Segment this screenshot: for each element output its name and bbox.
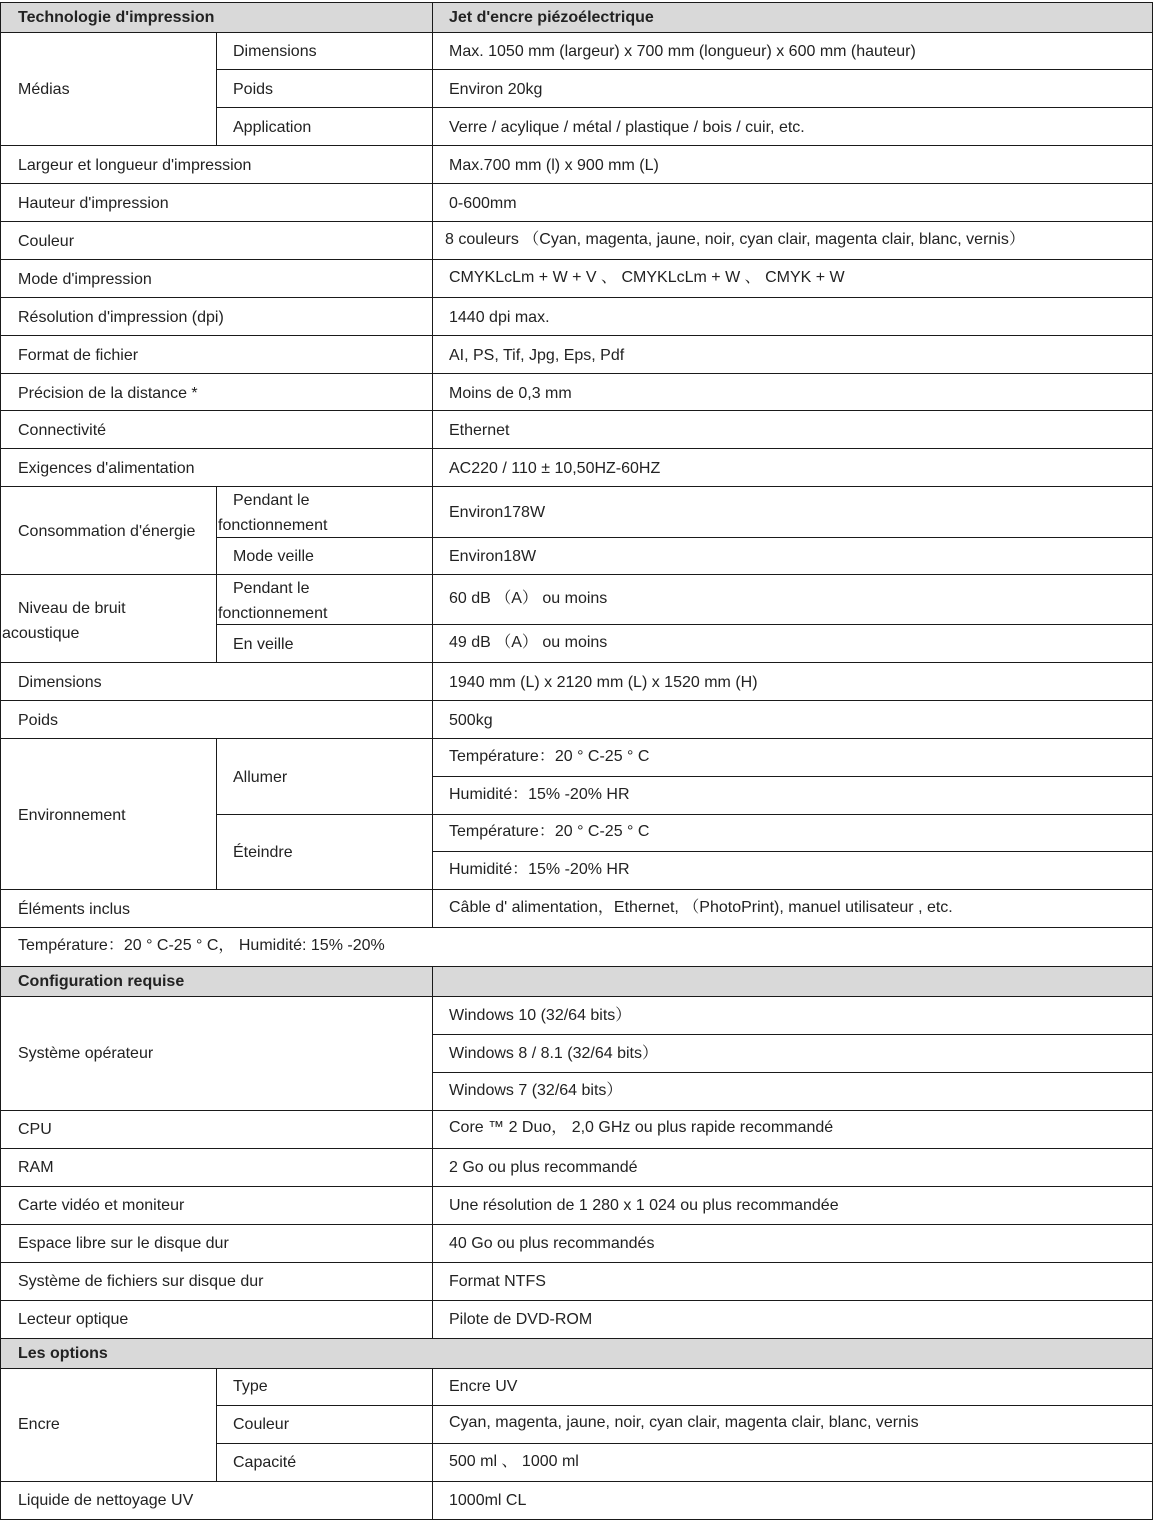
video-label: Carte vidéo et moniteur <box>18 1197 185 1214</box>
spec-label: Couleur <box>18 233 75 250</box>
machine-weight-value: 500kg <box>449 712 493 729</box>
included-value: Câble d' alimentation，Ethernet, （PhotoPrint), manuel utilisateur , etc. <box>449 899 953 916</box>
power-standby-label: Mode veille <box>233 548 314 565</box>
noise-operating-value: 60 dB （A） ou moins <box>449 590 608 607</box>
environment-off-temp: Température：20 ° C-25 ° C <box>449 823 650 840</box>
section-header-bg <box>1 1338 1152 1368</box>
machine-dimensions-value: 1940 mm (L) x 2120 mm (L) x 1520 mm (H) <box>449 674 758 691</box>
header-label: Technologie d'impression <box>18 9 215 26</box>
environment-on-humidity: Humidité：15% -20% HR <box>449 786 630 803</box>
power-operating-value: Environ178W <box>449 504 546 521</box>
optical-drive-label: Lecteur optique <box>18 1311 129 1328</box>
medias-weight-label: Poids <box>233 81 274 98</box>
included-label: Éléments inclus <box>18 901 131 918</box>
noise-label: Niveau de bruit acoustique <box>2 600 126 642</box>
cpu-label: CPU <box>18 1121 52 1138</box>
spec-label: Format de fichier <box>18 347 139 364</box>
ram-value: 2 Go ou plus recommandé <box>449 1159 638 1176</box>
filesystem-label: Système de fichiers sur disque dur <box>18 1273 264 1290</box>
spec-value: 1440 dpi max. <box>449 309 550 326</box>
storage-note: Température：20 ° C-25 ° C， Humidité: 15% -20% <box>18 937 385 954</box>
medias-weight-value: Environ 20kg <box>449 81 543 98</box>
spec-value: AI, PS, Tif, Jpg, Eps, Pdf <box>449 347 625 364</box>
power-standby-value: Environ18W <box>449 548 537 565</box>
spec-value: AC220 / 110 ± 10,50HZ-60HZ <box>449 460 661 477</box>
spec-label: Exigences d'alimentation <box>18 460 195 477</box>
spec-value: Ethernet <box>449 422 510 439</box>
medias-application-value: Verre / acylique / métal / plastique / bois / cuir, etc. <box>449 119 805 136</box>
ink-label: Encre <box>18 1416 60 1433</box>
spec-label: Précision de la distance * <box>18 385 198 402</box>
ink-type-value: Encre UV <box>449 1378 518 1395</box>
machine-weight-label: Poids <box>18 712 59 729</box>
spec-value: Moins de 0,3 mm <box>449 385 572 402</box>
ink-type-label: Type <box>233 1378 268 1395</box>
filesystem-value: Format NTFS <box>449 1273 546 1290</box>
ink-capacity-label: Capacité <box>233 1454 297 1471</box>
os-value: Windows 7 (32/64 bits） <box>449 1082 623 1099</box>
medias-label: Médias <box>18 81 70 98</box>
environment-on-label: Allumer <box>233 769 288 786</box>
power-label: Consommation d'énergie <box>18 523 196 540</box>
spec-value: CMYKLcLm + W + V 、 CMYKLcLm + W 、 CMYK + W <box>449 269 845 286</box>
noise-standby-label: En veille <box>233 636 294 653</box>
disk-space-value: 40 Go ou plus recommandés <box>449 1235 655 1252</box>
spec-value: Max.700 mm (l) x 900 mm (L) <box>449 157 659 174</box>
disk-space-label: Espace libre sur le disque dur <box>18 1235 229 1252</box>
noise-standby-value: 49 dB （A） ou moins <box>449 634 608 651</box>
spec-label: Résolution d'impression (dpi) <box>18 309 224 326</box>
ink-capacity-value: 500 ml 、 1000 ml <box>449 1453 579 1470</box>
environment-on-temp: Température：20 ° C-25 ° C <box>449 748 650 765</box>
environment-label: Environnement <box>18 807 126 824</box>
medias-dimensions-value: Max. 1050 mm (largeur) x 700 mm (longueur) x 600 mm (hauteur) <box>449 43 916 60</box>
spec-label: Mode d'impression <box>18 271 152 288</box>
spec-label: Hauteur d'impression <box>18 195 169 212</box>
medias-application-label: Application <box>233 119 312 136</box>
system-section-title: Configuration requise <box>18 973 185 990</box>
os-label: Système opérateur <box>18 1045 154 1062</box>
environment-off-humidity: Humidité：15% -20% HR <box>449 861 630 878</box>
ram-label: RAM <box>18 1159 54 1176</box>
header-value: Jet d'encre piézoélectrique <box>449 9 654 26</box>
ink-color-label: Couleur <box>233 1416 290 1433</box>
environment-off-label: Éteindre <box>233 844 293 861</box>
options-section-title: Les options <box>18 1345 108 1362</box>
noise-operating-label: Pendant le fonctionnement <box>218 580 328 622</box>
power-operating-label: Pendant le fonctionnement <box>218 492 328 534</box>
medias-dimensions-label: Dimensions <box>233 43 317 60</box>
spec-value: 8 couleurs （Cyan, magenta, jaune, noir, cyan clair, magenta clair, blanc, vernis） <box>445 231 1025 248</box>
spec-label: Largeur et longueur d'impression <box>18 157 252 174</box>
spec-value: 0-600mm <box>449 195 517 212</box>
ink-color-value: Cyan, magenta, jaune, noir, cyan clair, magenta clair, blanc, vernis <box>449 1414 919 1431</box>
cleaning-liquid-value: 1000ml CL <box>449 1492 527 1509</box>
cpu-value: Core ™ 2 Duo， 2,0 GHz ou plus rapide recommandé <box>449 1119 834 1136</box>
os-value: Windows 8 / 8.1 (32/64 bits） <box>449 1045 658 1062</box>
cleaning-liquid-label: Liquide de nettoyage UV <box>18 1492 194 1509</box>
spec-label: Connectivité <box>18 422 107 439</box>
machine-dimensions-label: Dimensions <box>18 674 102 691</box>
optical-drive-value: Pilote de DVD-ROM <box>449 1311 593 1328</box>
os-value: Windows 10 (32/64 bits） <box>449 1007 632 1024</box>
video-value: Une résolution de 1 280 x 1 024 ou plus recommandée <box>449 1197 839 1214</box>
